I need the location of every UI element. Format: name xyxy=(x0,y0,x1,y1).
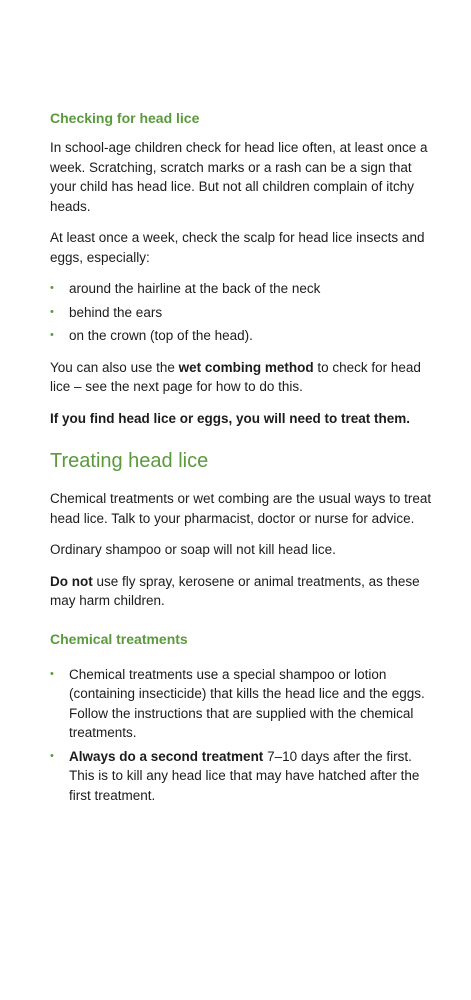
para-3-prefix: You can also use the xyxy=(50,359,179,375)
content xyxy=(50,110,440,817)
checking-para-1: In school-age children check for head lice often, at least once a week. Scratching, scratch marks or a rash can be a sign that your child has head lice. But not all children complain of itchy heads. xyxy=(50,140,428,214)
list-item-text: Chemical treatments use a special shampoo or lotion (containing insecticide) that kills the head lice and the eggs. Follow the instructions that are supplied with the chemical treatments. xyxy=(69,666,425,740)
checking-para-3 xyxy=(50,358,440,397)
bullet-icon: • xyxy=(50,749,54,762)
treating-heading: Treating head lice xyxy=(50,450,209,472)
list-item xyxy=(50,279,440,299)
checking-list xyxy=(50,279,440,346)
treating-para-3 xyxy=(50,572,440,611)
list-item-text: 7–10 days after the first. This is to kill any head lice that may have hatched after the first treatment. xyxy=(69,748,420,803)
bullet-icon: • xyxy=(50,329,54,341)
list-item xyxy=(50,326,440,346)
bullet-icon: • xyxy=(50,667,54,680)
wet-combing-method: wet combing method xyxy=(178,359,314,375)
checking-para-4 xyxy=(50,409,440,429)
treat-notice: If you find head lice or eggs, you will need to treat them. xyxy=(50,410,411,426)
list-item-text: around the hairline at the back of the neck xyxy=(69,281,321,296)
bullet-icon: • xyxy=(50,305,54,318)
list-item xyxy=(50,665,440,743)
list-item-text: behind the ears xyxy=(69,304,163,320)
checking-para-2: At least once a week, check the scalp for head lice insects and eggs, especially: xyxy=(50,230,425,265)
treating-para-1: Chemical treatments or wet combing are the usual ways to treat head lice. Talk to your pharmacist, doctor or nurse for advice. xyxy=(50,491,432,526)
checking-heading: Checking for head lice xyxy=(50,110,200,126)
second-treatment: Always do a second treatment xyxy=(69,748,264,764)
chemical-heading: Chemical treatments xyxy=(50,630,188,647)
chemical-list xyxy=(50,665,440,806)
treating-para-2: Ordinary shampoo or soap will not kill head lice. xyxy=(50,542,336,557)
do-not: Do not xyxy=(50,573,93,589)
para-3-rest: use fly spray, kerosene or animal treatments, as these may harm children. xyxy=(50,573,420,608)
list-item xyxy=(50,747,440,806)
list-item xyxy=(50,303,440,323)
list-item-text: on the crown (top of the head). xyxy=(69,328,253,343)
para-3-suffix: to check for head lice – see the next page for how to do this. xyxy=(50,359,421,394)
bullet-icon: • xyxy=(50,282,54,294)
